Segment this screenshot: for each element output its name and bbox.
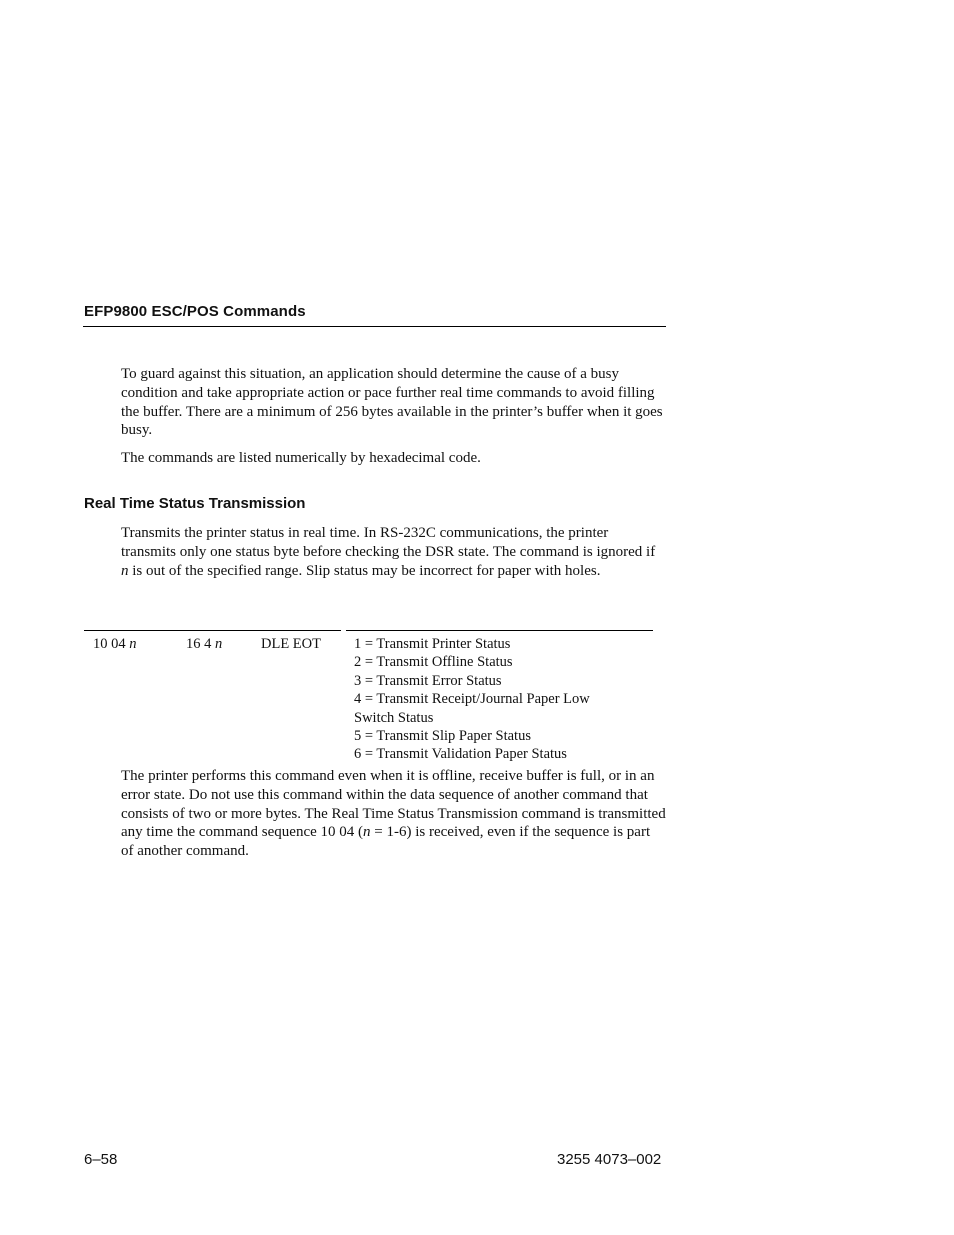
hex-code-cell (93, 635, 137, 653)
intro-paragraph-1: To guard against this situation, an application should determine the cause of a busy condition and take appropriate action or pace further real time commands to avoid filling the buffer. There are a minimum of 256 bytes available in the printer’s buffer when it goes busy. (121, 366, 663, 439)
parameter-item: 4 = Transmit Receipt/Journal Paper Low (354, 691, 590, 708)
notes-text-2: = 1-6) is received, even if the sequence is part of another command. (121, 824, 651, 860)
decimal-code-variable: n (215, 636, 223, 652)
table-rule-right (346, 630, 653, 631)
running-header-title: EFP9800 ESC/POS Commands (84, 303, 306, 320)
notes-paragraph (121, 767, 666, 861)
parameter-item: 6 = Transmit Validation Paper Status (354, 746, 567, 763)
parameter-item: 3 = Transmit Error Status (354, 672, 502, 689)
description-variable: n (121, 562, 129, 579)
notes-text-1: The printer performs this command even when it is offline, receive buffer is full, or in an error state. Do not use this command within the data sequence of another command that consists of two or more bytes. The Real Time Status Transmission command is transmitted any time the command sequence 10 04 ( (121, 768, 666, 841)
description-text-1: Transmits the printer status in real time. In RS-232C communications, the printer transmits only one status byte before checking the DSR state. The command is ignored if (121, 525, 656, 560)
notes-section (121, 767, 666, 861)
hex-code: 10 04 (93, 636, 126, 652)
decimal-code: 16 4 (186, 636, 212, 652)
table-rule-left (84, 630, 341, 631)
description-text-2: is out of the specified range. Slip status may be incorrect for paper with holes. (128, 562, 601, 579)
parameter-item: Switch Status (354, 709, 434, 726)
ascii-code-cell: DLE EOT (261, 636, 321, 652)
parameter-item: 2 = Transmit Offline Status (354, 654, 513, 671)
intro-section (121, 365, 666, 468)
section-description (121, 524, 666, 580)
parameter-item: 5 = Transmit Slip Paper Status (354, 728, 531, 745)
hex-code-variable: n (129, 636, 137, 652)
decimal-code-cell (186, 635, 222, 653)
header-rule (83, 326, 666, 327)
parameter-list (354, 635, 654, 764)
document-number: 3255 4073–002 (557, 1151, 662, 1168)
page-number: 6–58 (84, 1151, 118, 1168)
section-heading: Real Time Status Transmission (84, 495, 306, 512)
description-paragraph (121, 524, 666, 580)
notes-variable: n (363, 824, 371, 841)
parameter-item: 1 = Transmit Printer Status (354, 636, 511, 652)
intro-paragraph-2: The commands are listed numerically by hexadecimal code. (121, 450, 481, 467)
